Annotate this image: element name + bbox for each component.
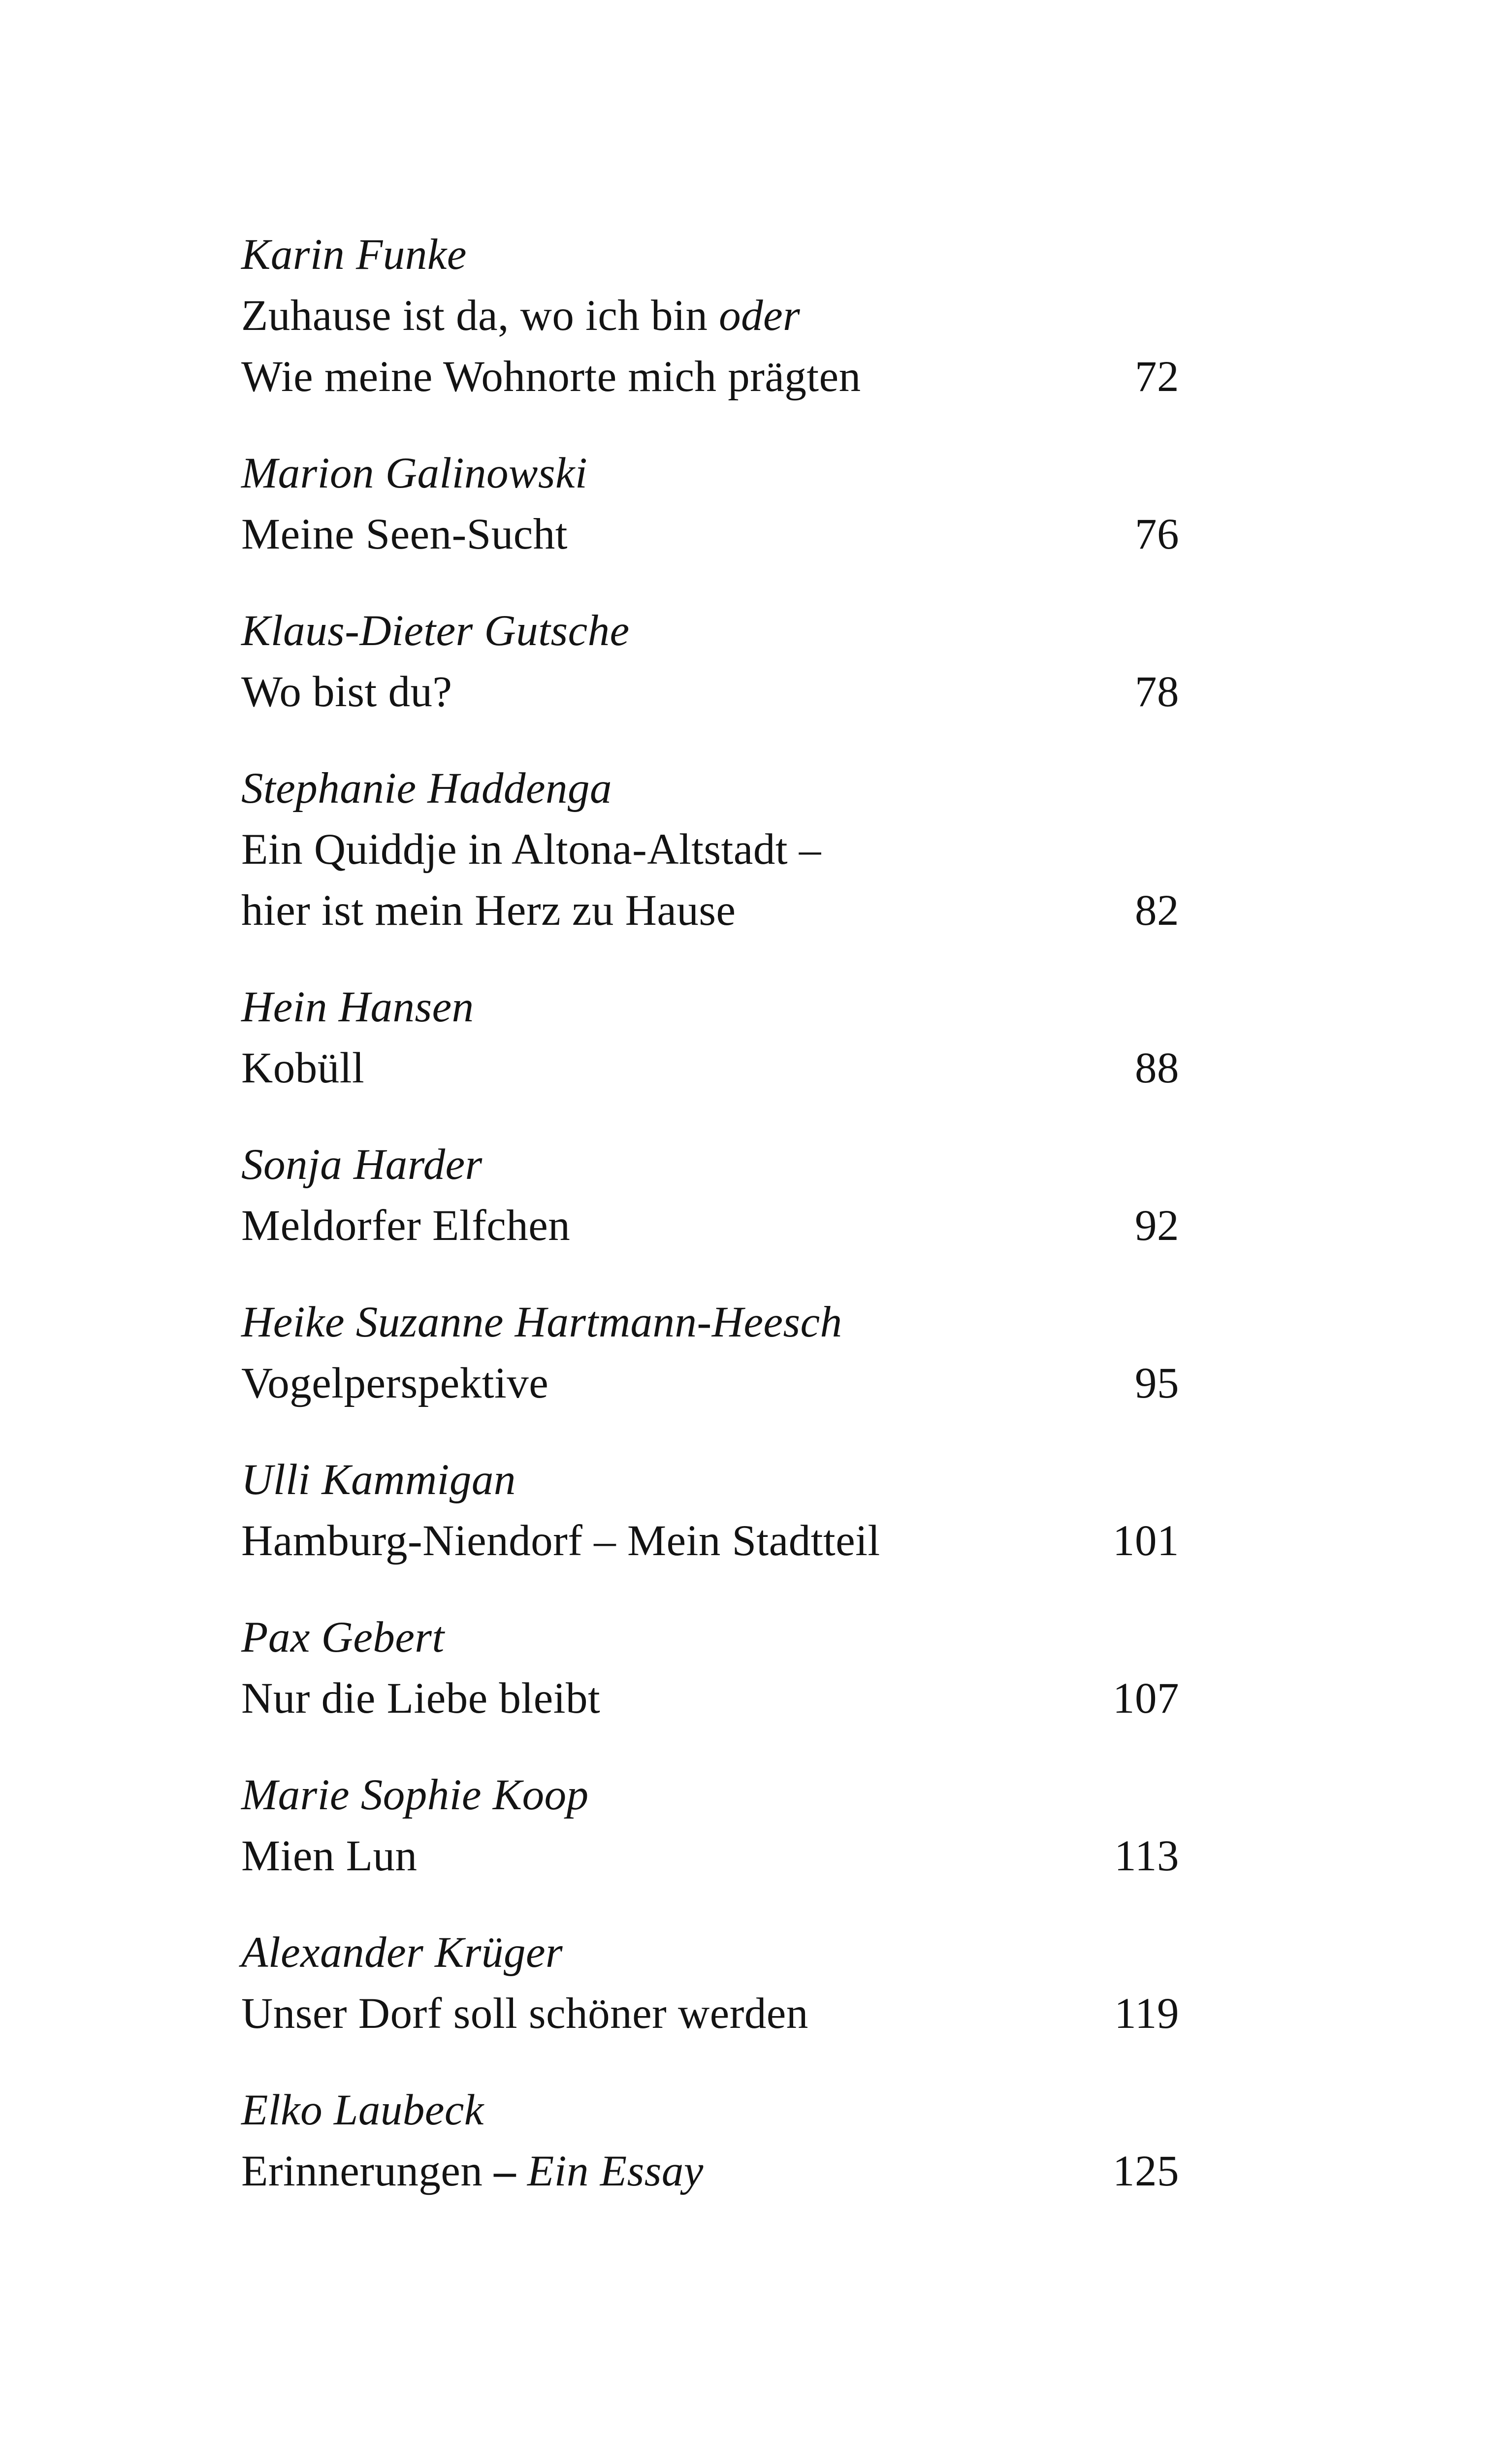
toc-entry-page-number: 76 [1135, 510, 1179, 558]
toc-list [241, 224, 1179, 2237]
toc-entry-author: Alexander Krüger [241, 1928, 563, 1977]
toc-entry [241, 1607, 1179, 1729]
toc-entry-title-line [241, 346, 1179, 407]
toc-title-segment: oder [719, 292, 801, 340]
toc-entry-title-line [241, 1510, 1179, 1571]
toc-entry-title-line [241, 504, 1179, 565]
toc-entry-title-line [241, 819, 1179, 880]
toc-entry-page-number: 113 [1114, 1832, 1179, 1880]
toc-title-segment: Erinnerungen [241, 2147, 494, 2195]
toc-entry-author: Marie Sophie Koop [241, 1771, 589, 1819]
toc-title-segment: Ein Quiddje in Altona-Altstadt – [241, 825, 821, 874]
toc-entry-page-number: 119 [1114, 1989, 1179, 2038]
toc-entry-page-number: 78 [1135, 668, 1179, 716]
toc-entry-title-line [241, 880, 1179, 941]
toc-entry-author: Stephanie Haddenga [241, 764, 612, 813]
toc-title-segment: Nur die Liebe bleibt [241, 1674, 601, 1723]
toc-entry-author: Hein Hansen [241, 983, 474, 1031]
toc-title-segment: hier ist mein Herz zu Hause [241, 886, 736, 935]
toc-entry [241, 1292, 1179, 1414]
toc-entry-author: Elko Laubeck [241, 2086, 484, 2134]
toc-entry [241, 600, 1179, 722]
toc-entry-title-line [241, 661, 1179, 722]
toc-title-segment: Hamburg-Niendorf – Mein Stadtteil [241, 1517, 880, 1565]
toc-entry-author: Karin Funke [241, 230, 467, 279]
toc-entry-title-line [241, 1038, 1179, 1099]
toc-entry-title-line [241, 1983, 1179, 2044]
toc-title-segment: Zuhause ist da, wo ich bin [241, 292, 719, 340]
toc-title-segment: Mien Lun [241, 1832, 418, 1880]
toc-entry [241, 443, 1179, 565]
toc-title-segment: Meine Seen-Sucht [241, 510, 568, 558]
toc-entry-title-line [241, 1195, 1179, 1256]
toc-entry-author: Heike Suzanne Hartmann-Heesch [241, 1298, 842, 1346]
toc-title-segment: Vogelperspektive [241, 1359, 549, 1407]
toc-entry [241, 1922, 1179, 2044]
toc-entry-page-number: 107 [1113, 1674, 1179, 1723]
toc-entry-title-line [241, 2141, 1179, 2202]
toc-entry-page-number: 101 [1113, 1517, 1179, 1565]
toc-title-segment: – [494, 2147, 527, 2195]
toc-entry-page-number: 95 [1135, 1359, 1179, 1407]
toc-entry [241, 224, 1179, 407]
toc-entry [241, 1764, 1179, 1887]
toc-title-segment: Kobüll [241, 1044, 365, 1092]
toc-entry-author: Sonja Harder [241, 1140, 483, 1189]
toc-entry-title-line [241, 1353, 1179, 1414]
toc-title-segment: Wo bist du? [241, 668, 452, 716]
toc-entry-author: Pax Gebert [241, 1613, 445, 1661]
toc-entry [241, 1134, 1179, 1256]
toc-title-segment: Unser Dorf soll schöner werden [241, 1989, 808, 2038]
toc-entry-title-line [241, 285, 1179, 346]
toc-entry-title-line [241, 1668, 1179, 1729]
toc-entry [241, 758, 1179, 941]
toc-entry [241, 2080, 1179, 2202]
toc-entry-page-number: 92 [1135, 1202, 1179, 1250]
toc-entry [241, 1449, 1179, 1571]
toc-entry-author: Ulli Kammigan [241, 1456, 516, 1504]
toc-title-segment: Meldorfer Elfchen [241, 1202, 571, 1250]
toc-entry [241, 977, 1179, 1099]
toc-entry-page-number: 82 [1135, 886, 1179, 935]
toc-entry-author: Klaus-Dieter Gutsche [241, 607, 630, 655]
toc-entry-author: Marion Galinowski [241, 449, 588, 497]
toc-entry-page-number: 125 [1113, 2147, 1179, 2195]
toc-entry-page-number: 72 [1135, 353, 1179, 401]
toc-entry-page-number: 88 [1135, 1044, 1179, 1092]
toc-entry-title-line [241, 1825, 1179, 1887]
toc-title-segment: Wie meine Wohnorte mich prägten [241, 353, 861, 401]
toc-title-segment: Ein Essay [527, 2147, 704, 2195]
